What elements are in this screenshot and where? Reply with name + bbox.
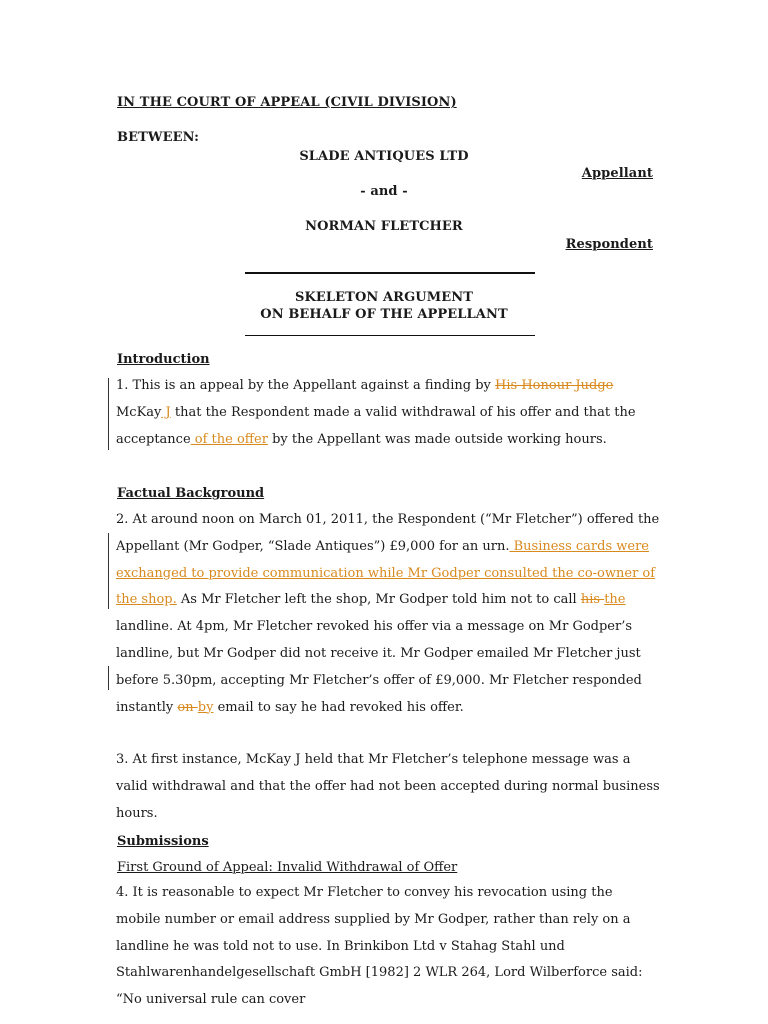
deleted-text: His Honour Judge (495, 378, 614, 393)
title-rule-bottom (245, 335, 535, 336)
introduction-heading: Introduction (117, 352, 210, 367)
respondent-name: NORMAN FLETCHER (305, 219, 463, 234)
inserted-text: J (161, 404, 171, 420)
deleted-text: on (177, 699, 198, 715)
change-bar (108, 666, 109, 690)
respondent-role: Respondent (565, 237, 653, 252)
document-title-line2: ON BEHALF OF THE APPELLANT (260, 307, 508, 322)
inserted-text: by (197, 699, 214, 715)
submissions-heading: Submissions (117, 834, 209, 849)
paragraph-3: 3. At first instance, McKay J held that Mr Fletcher’s telephone message was a valid withdrawal and that the offer had not been accepted during normal business hours. (116, 752, 660, 821)
deleted-text: his (580, 592, 605, 608)
paragraph-2: 2. At around noon on March 01, 2011, the Respondent (“Mr Fletcher”) offered the Appellant (Mr Godper, “Slade Antiques”) £9,000 for an urn. Business cards were exchanged to provide communication while Mr Godper consulted the co-owner of the shop. As Mr Fletcher left the shop, Mr Godper told him not to call his the landline. At 4pm, Mr Fletcher revoked his offer via a message on Mr Godper’s landline, but Mr Godper did not receive it. Mr Godper emailed Mr Fletcher just before 5.30pm, accepting Mr Fletcher’s offer of £9,000. Mr Fletcher responded instantly on by email to say he had revoked his offer. (116, 512, 660, 715)
change-bar (108, 378, 109, 450)
paragraph-1: 1. This is an appeal by the Appellant against a finding by His Honour Judge McKay J that the Respondent made a valid withdrawal of his offer and that the acceptance of the offer by the Appellant was made outside working hours. (116, 378, 636, 447)
inserted-text: the (604, 592, 626, 608)
and-separator: - and - (360, 184, 408, 199)
court-heading: IN THE COURT OF APPEAL (CIVIL DIVISION) (117, 95, 457, 110)
between-label: BETWEEN: (117, 130, 200, 145)
change-bar (108, 533, 109, 609)
factual-background-heading: Factual Background (117, 486, 265, 501)
first-ground-subheading: First Ground of Appeal: Invalid Withdrawal of Offer (117, 860, 458, 875)
appellant-role: Appellant (581, 166, 653, 181)
inserted-text: of the offer (190, 431, 268, 447)
document-title-line1: SKELETON ARGUMENT (295, 290, 473, 305)
paragraph-4: 4. It is reasonable to expect Mr Fletcher to convey his revocation using the mobile number or email address supplied by Mr Godper, rather than rely on a landline he was told not to use. In Brinkibon Ltd v Stahag Stahl und Stahlwarenhandelgesellschaft GmbH [1982] 2 WLR 264, Lord Wilberforce said: “No universal rule can cover (116, 885, 643, 1008)
appellant-name: SLADE ANTIQUES LTD (299, 149, 469, 164)
title-rule-top (245, 272, 535, 274)
inserted-text: Business cards were exchanged to provide communication while Mr Godper consulted the co-owner of the shop. (116, 538, 656, 608)
